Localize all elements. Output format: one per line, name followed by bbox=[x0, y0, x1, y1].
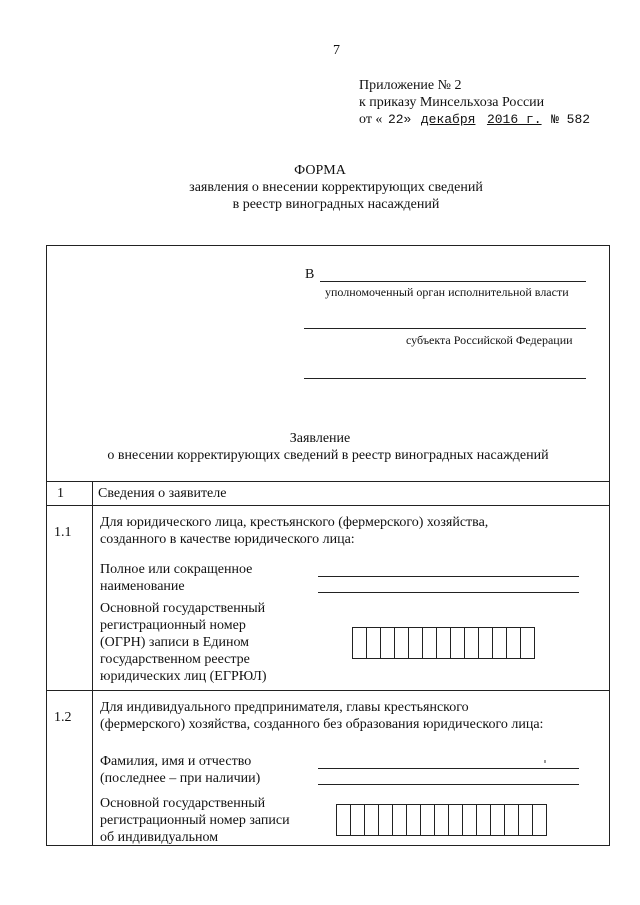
ogrnip-label-line-1: Основной государственный bbox=[100, 796, 266, 811]
ogrnip-label-line-2: регистрационный номер записи bbox=[100, 813, 290, 828]
addressee-line-2[interactable] bbox=[304, 328, 586, 329]
fio-label-line-2: (последнее – при наличии) bbox=[100, 771, 261, 786]
ogrn-cell[interactable] bbox=[521, 628, 535, 658]
section-1-2-title-line-1: Для индивидуального предпринимателя, главы крестьянского bbox=[100, 700, 469, 715]
ogrnip-cell[interactable] bbox=[337, 805, 351, 835]
ogrnip-cell[interactable] bbox=[463, 805, 477, 835]
fio-label-line-1: Фамилия, имя и отчество bbox=[100, 754, 252, 769]
appendix-month: декабря bbox=[420, 112, 476, 127]
addressee-caption-subject: субъекта Российской Федерации bbox=[406, 333, 573, 347]
ogrn-cell[interactable] bbox=[437, 628, 451, 658]
section-1-1-title-line-1: Для юридического лица, крестьянского (фермерского) хозяйства, bbox=[100, 515, 489, 530]
frame-left-border bbox=[46, 245, 47, 846]
ogrnip-cell[interactable] bbox=[379, 805, 393, 835]
ogrnip-cell[interactable] bbox=[365, 805, 379, 835]
ogrn-cell[interactable] bbox=[507, 628, 521, 658]
ogrn-label-line-4: государственном реестре bbox=[100, 652, 250, 667]
section-1-1-title-line-2: созданного в качестве юридического лица: bbox=[100, 532, 355, 547]
statement-subtitle: о внесении корректирующих сведений в реестр виноградных насаждений bbox=[107, 448, 549, 463]
ogrn-cell[interactable] bbox=[465, 628, 479, 658]
ogrnip-cell[interactable] bbox=[505, 805, 519, 835]
ogrnip-cell[interactable] bbox=[533, 805, 547, 835]
section-1-2-number: 1.2 bbox=[54, 710, 72, 725]
form-heading: ФОРМА bbox=[294, 163, 346, 178]
appendix-order-number: № 582 bbox=[551, 112, 591, 127]
frame-right-border bbox=[609, 245, 610, 846]
section-1-title: Сведения о заявителе bbox=[98, 486, 227, 501]
row-divider-1 bbox=[46, 481, 610, 482]
row-divider-3 bbox=[46, 690, 610, 691]
name-field-line-1[interactable] bbox=[318, 576, 579, 577]
ogrnip-cell[interactable] bbox=[477, 805, 491, 835]
fio-field-line-2[interactable] bbox=[318, 784, 579, 785]
frame-top-border bbox=[46, 245, 610, 246]
ogrn-cell[interactable] bbox=[381, 628, 395, 658]
section-1-2-title-line-2: (фермерского) хозяйства, созданного без образования юридического лица: bbox=[100, 717, 544, 732]
name-label-line-1: Полное или сокращенное bbox=[100, 562, 253, 577]
section-1-number: 1 bbox=[57, 486, 64, 501]
ogrnip-cell[interactable] bbox=[519, 805, 533, 835]
ogrn-label-line-3: (ОГРН) записи в Едином bbox=[100, 635, 250, 650]
addressee-caption-authority: уполномоченный орган исполнительной власти bbox=[325, 285, 569, 299]
ogrn-cell[interactable] bbox=[423, 628, 437, 658]
ogrn-cell[interactable] bbox=[395, 628, 409, 658]
addressee-line-3[interactable] bbox=[304, 378, 586, 379]
addressee-prefix: В bbox=[305, 267, 315, 282]
ogrnip-cell[interactable] bbox=[435, 805, 449, 835]
ogrnip-cell[interactable] bbox=[393, 805, 407, 835]
row-divider-2 bbox=[46, 505, 610, 506]
ogrn-cell[interactable] bbox=[451, 628, 465, 658]
appendix-line-2: к приказу Минсельхоза России bbox=[359, 95, 545, 110]
appendix-line-3 bbox=[359, 111, 590, 128]
statement-title: Заявление bbox=[289, 431, 351, 446]
ogrnip-cell[interactable] bbox=[351, 805, 365, 835]
name-label-line-2: наименование bbox=[100, 579, 185, 594]
ogrn-label-line-5: юридических лиц (ЕГРЮЛ) bbox=[100, 669, 267, 684]
ogrnip-cell[interactable] bbox=[449, 805, 463, 835]
appendix-day: 22» bbox=[387, 112, 412, 127]
section-1-1-number: 1.1 bbox=[54, 525, 72, 540]
name-field-line-2[interactable] bbox=[318, 592, 579, 593]
ogrnip-cell[interactable] bbox=[491, 805, 505, 835]
scan-speck bbox=[544, 760, 546, 763]
appendix-year: 2016 г. bbox=[486, 112, 542, 127]
page-number: 7 bbox=[333, 43, 340, 58]
ogrn-cell[interactable] bbox=[493, 628, 507, 658]
form-title-line-2: в реестр виноградных насаждений bbox=[232, 197, 440, 212]
ogrn-cell[interactable] bbox=[479, 628, 493, 658]
appendix-date-prefix: от « bbox=[359, 112, 383, 127]
column-divider bbox=[92, 481, 93, 845]
form-title-line-1: заявления о внесении корректирующих сведений bbox=[189, 180, 483, 195]
ogrn-cell[interactable] bbox=[353, 628, 367, 658]
ogrn-cell[interactable] bbox=[367, 628, 381, 658]
ogrn-cells[interactable] bbox=[352, 627, 535, 659]
addressee-line-1[interactable] bbox=[320, 281, 586, 282]
appendix-line-1: Приложение № 2 bbox=[359, 78, 462, 93]
ogrnip-cell[interactable] bbox=[407, 805, 421, 835]
ogrnip-label-line-3: об индивидуальном bbox=[100, 830, 219, 845]
ogrn-label-line-2: регистрационный номер bbox=[100, 618, 246, 633]
ogrnip-cell[interactable] bbox=[421, 805, 435, 835]
ogrn-label-line-1: Основной государственный bbox=[100, 601, 266, 616]
fio-field-line-1[interactable] bbox=[318, 768, 579, 769]
ogrn-cell[interactable] bbox=[409, 628, 423, 658]
ogrnip-cells[interactable] bbox=[336, 804, 547, 836]
